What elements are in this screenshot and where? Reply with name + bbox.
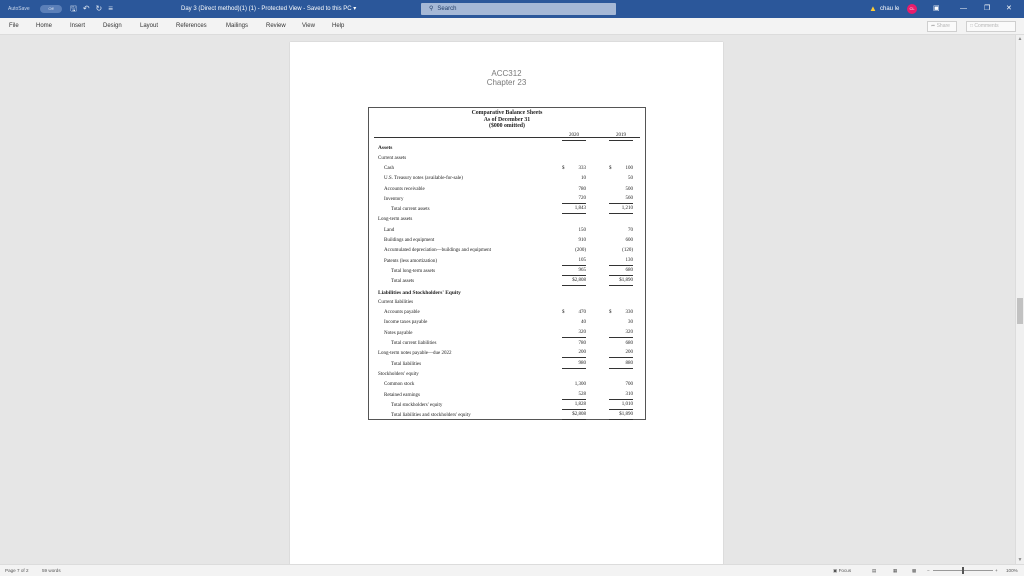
customize-icon[interactable]: ≡ [108,4,113,13]
balance-sheet-table [368,107,646,420]
column-header-2020: 2020 [562,132,586,141]
table-row [369,318,645,328]
value-2019: 200 [609,349,633,358]
currency-symbol: $ [609,165,612,171]
value-2019: 680 [609,267,633,276]
tab-mailings[interactable]: Mailings [226,23,249,29]
minimize-icon[interactable]: — [960,5,967,12]
table-row [369,288,645,298]
table-row [369,154,645,164]
word-count[interactable]: 59 words [42,568,61,573]
sheet-title-line: Comparative Balance Sheets [471,110,543,116]
row-label: Total stockholders' equity [391,402,443,408]
value-2020: 1,828 [562,401,586,410]
row-label: Stockholders' equity [378,371,419,377]
row-label: Total assets [391,279,415,285]
tab-references[interactable]: References [176,23,207,29]
value-2020: $2,808 [562,411,586,420]
user-name[interactable]: chau le [880,6,900,12]
row-label: Total current assets [391,207,430,213]
table-row [369,267,645,277]
page-count[interactable]: Page 7 of 2 [5,568,29,573]
undo-icon[interactable]: ↶ [82,4,90,13]
sheet-date-line: As of December 31 [483,116,531,123]
value-2019: 560 [609,195,633,204]
value-2020: (200) [575,248,586,254]
table-row [369,277,645,287]
document-title[interactable]: Day 3 (Direct method)(1) (1) - Protected View - Saved to this PC ▾ [181,6,357,12]
value-2019: 130 [609,257,633,266]
row-label: Accounts receivable [384,186,425,192]
sheet-units-line: ($000 omitted) [489,123,525,130]
table-row [369,164,645,174]
table-row [369,349,645,359]
scroll-up-icon[interactable]: ▲ [1017,36,1023,42]
value-2020: 1,300 [574,382,586,388]
autosave-label: AutoSave [8,6,30,12]
table-row [369,370,645,380]
value-2020: 333 [578,165,586,171]
tab-help[interactable]: Help [332,23,345,29]
tab-view[interactable]: View [302,23,315,29]
zoom-in-icon[interactable]: + [995,568,998,573]
zoom-slider-thumb[interactable] [962,567,964,574]
table-row [369,246,645,256]
page-header [290,69,723,87]
value-2019: 600 [625,238,633,243]
row-label: Buildings and equipment [384,238,435,243]
value-2020: 105 [562,257,586,266]
value-2019: 30 [628,320,633,326]
value-2019: 880 [609,360,633,369]
row-label: Notes payable [384,330,413,336]
share-button[interactable] [927,21,957,32]
search-box[interactable] [421,3,616,15]
share-icon: ➦ [931,23,936,29]
autosave-toggle[interactable]: Off [40,5,62,13]
value-2020: $2,808 [562,277,586,286]
table-row [369,185,645,195]
status-bar [0,564,1024,576]
row-label: Current assets [378,155,407,161]
tab-file[interactable]: File [9,23,19,29]
row-label: Total long-term assets [391,268,436,274]
table-row [369,411,645,421]
table-row [369,308,645,318]
value-2020: 528 [562,391,586,400]
print-layout-icon[interactable]: ▦ [893,568,898,573]
table-row [369,329,645,339]
value-2020: 780 [578,186,586,192]
value-2019: 70 [628,227,633,233]
focus-label: Focus [838,568,852,573]
row-label: U.S. Treasury notes (available-for-sale) [384,176,463,182]
row-label: Total current liabilities [391,341,437,346]
currency-symbol: $ [562,165,565,171]
value-2020: 200 [562,349,586,358]
table-row [369,257,645,267]
row-label: Assets [378,145,393,152]
row-label: Land [384,227,395,233]
comments-button[interactable] [966,21,1016,32]
column-header-2019: 2019 [609,132,633,141]
avatar[interactable]: CL [907,4,917,14]
vertical-scrollbar[interactable] [1015,35,1024,564]
row-label: Total liabilities [391,361,422,367]
table-row [369,143,645,153]
value-2020: 965 [562,267,586,276]
document-page[interactable] [290,42,723,564]
table-row [369,205,645,215]
row-label: Inventory [384,196,404,202]
chapter-title: Chapter 23 [486,78,527,87]
tab-review[interactable]: Review [266,23,286,29]
document-area[interactable] [0,35,1015,564]
value-2019: 500 [625,186,633,192]
zoom-out-icon[interactable]: − [927,568,930,573]
value-2019: 50 [628,176,633,182]
comments-label: Comments [974,23,999,29]
value-2020: 780 [578,341,586,346]
tab-design[interactable]: Design [103,23,122,29]
ribbon-display-icon[interactable]: ▣ [933,5,940,12]
value-2019: $1,890 [609,277,633,286]
row-label: Cash [384,165,394,171]
value-2020: 980 [562,360,586,369]
focus-icon: ▣ [833,568,838,573]
column-header-row [369,132,645,142]
table-row [369,298,645,308]
value-2019: 320 [609,329,633,338]
table-row [369,391,645,401]
table-row [369,360,645,370]
focus-mode[interactable] [833,565,851,576]
title-bar [0,0,1024,18]
web-layout-icon[interactable]: ▩ [912,568,917,573]
scroll-thumb[interactable] [1017,298,1023,324]
table-row [369,174,645,184]
search-placeholder: Search [437,6,457,12]
currency-symbol: $ [609,310,612,316]
table-row [369,339,645,349]
value-2020: 10 [581,176,586,182]
value-2019: $1,890 [609,411,633,420]
value-2019: (120) [622,248,633,254]
table-row [369,226,645,236]
value-2020: 150 [578,227,586,233]
row-label: Accounts payable [384,310,420,316]
value-2019: 100 [625,165,633,171]
table-row [369,401,645,411]
tab-insert[interactable]: Insert [70,23,86,29]
row-label: Current liabilities [378,299,414,305]
save-icon[interactable]: 🖫 [70,4,77,13]
search-icon: ⚲ [429,6,434,12]
comment-icon: □ [970,23,974,29]
row-label: Retained earnings [384,392,420,398]
share-label: Share [936,23,950,29]
value-2019: 1,010 [609,401,633,410]
quick-access-toolbar [70,0,130,18]
value-2020: 910 [578,238,586,243]
value-2019: 700 [625,382,633,388]
value-2020: 320 [562,329,586,338]
scroll-down-icon[interactable]: ▼ [1017,557,1023,563]
restore-icon[interactable]: ❐ [984,5,991,12]
zoom-level[interactable]: 100% [1006,568,1018,573]
sheet-title [369,110,645,130]
row-label: Income taxes payable [384,320,428,326]
warning-icon[interactable]: ▲ [869,4,877,13]
tab-home[interactable]: Home [36,23,53,29]
value-2020: 1,843 [562,205,586,214]
row-label: Accumulated depreciation—buildings and equipment [384,248,492,254]
row-label: Patents (less amortization) [384,258,438,264]
row-label: Long-term assets [378,217,413,223]
table-row [369,236,645,246]
row-label: Total liabilities and stockholders' equity [391,413,471,419]
currency-symbol: $ [562,310,565,316]
course-code: ACC312 [491,69,522,78]
value-2019: 1,210 [609,205,633,214]
table-row [369,380,645,390]
row-label: Liabilities and Stockholders' Equity [378,289,461,296]
value-2020: 470 [578,310,586,316]
read-mode-icon[interactable]: ▤ [872,568,877,573]
value-2020: 720 [562,195,586,204]
value-2020: 40 [581,320,586,326]
value-2019: 330 [625,310,633,316]
tab-layout[interactable]: Layout [140,23,159,29]
table-row [369,195,645,205]
row-label: Long-term notes payable—due 2022 [378,351,452,357]
value-2019: 310 [609,391,633,400]
redo-icon[interactable]: ↻ [95,4,103,13]
close-icon[interactable]: ✕ [1006,5,1012,12]
row-label: Common stock [384,382,415,388]
menu-bar [0,18,1024,35]
table-row [369,215,645,225]
value-2019: 680 [625,341,633,346]
